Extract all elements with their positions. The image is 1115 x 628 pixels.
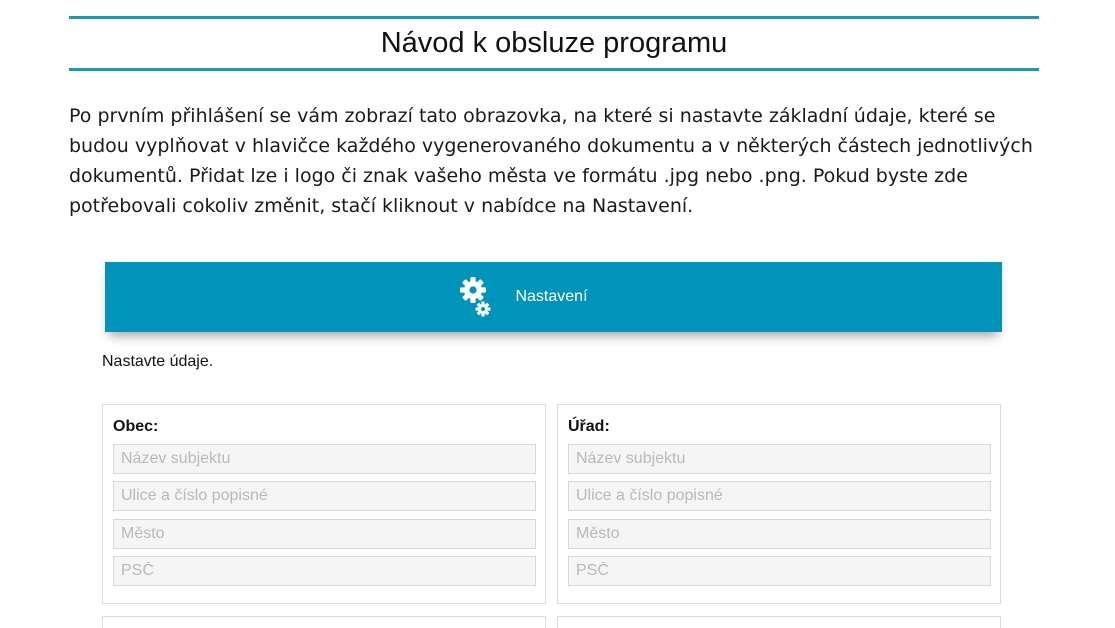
city-input[interactable] [113, 519, 536, 549]
gear-icon [459, 277, 493, 317]
postal-code-input[interactable] [113, 556, 536, 586]
panel-lower-left [102, 616, 546, 628]
postal-code-input[interactable] [568, 556, 991, 586]
settings-screenshot [102, 262, 1002, 628]
page-title: Návod k obsluze programu [380, 27, 728, 59]
panel-heading: Úřad: [568, 418, 610, 435]
panel-heading: Obec: [113, 418, 159, 435]
settings-banner[interactable] [105, 262, 1002, 332]
street-input[interactable] [568, 481, 991, 511]
banner-label: Nastavení [515, 288, 588, 305]
panel-obec [102, 404, 546, 604]
subject-name-input[interactable] [568, 444, 991, 474]
subject-name-input[interactable] [113, 444, 536, 474]
instruction-text: Nastavte údaje. [102, 353, 214, 370]
panel-lower-right [557, 616, 1001, 628]
intro-paragraph: Po prvním přihlášení se vám zobrazí tato obrazovka, na které si nastavte základní údaje, které se budou vyplňovat v hlavičce každého vygenerovaného dokumentu a v některých částech jednotlivých dokumentů. Přidat lze i logo či znak vašeho města ve formátu .jpg nebo .png. Pokud byste zde potřebovali cokoliv změnit, stačí kliknout v nabídce na Nastavení. [69, 105, 1033, 217]
panel-urad [557, 404, 1001, 604]
banner-content [515, 277, 588, 317]
title-bar [69, 16, 1039, 71]
street-input[interactable] [113, 481, 536, 511]
city-input[interactable] [568, 519, 991, 549]
